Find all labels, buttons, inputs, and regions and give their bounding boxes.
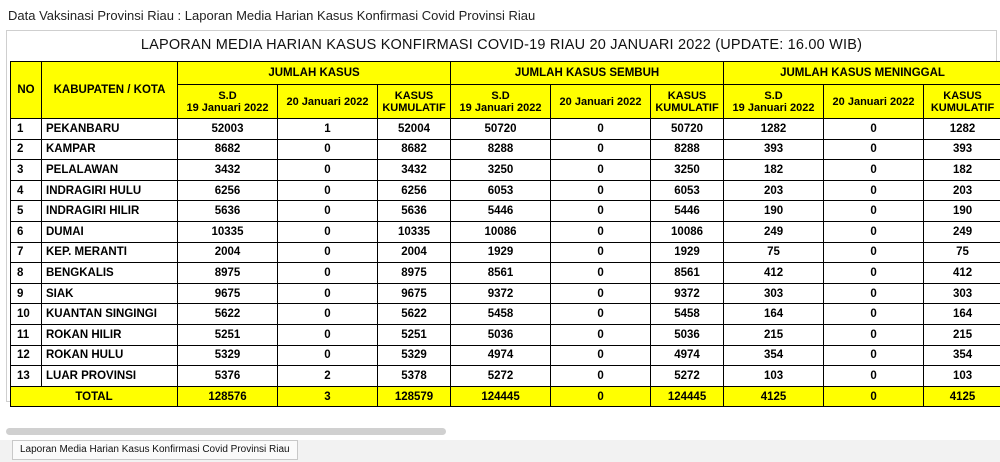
header-no: NO — [11, 62, 42, 119]
value-cell: 0 — [551, 139, 651, 160]
table-row — [11, 242, 1000, 263]
value-cell: 354 — [924, 345, 1000, 366]
value-cell: 182 — [724, 160, 824, 181]
value-cell: 4974 — [651, 345, 724, 366]
total-value-cell: 3 — [278, 386, 378, 407]
header-line2: 20 Januari 2022 — [286, 95, 369, 108]
value-cell: 2 — [278, 366, 378, 387]
value-cell: 164 — [724, 304, 824, 325]
row-number: 8 — [11, 263, 42, 284]
report-title: LAPORAN MEDIA HARIAN KASUS KONFIRMASI COVID-19 RIAU 20 JANUARI 2022 (UPDATE: 16.00 WIB) — [140, 37, 863, 53]
row-number: 10 — [11, 304, 42, 325]
value-cell: 393 — [724, 139, 824, 160]
value-cell: 0 — [551, 119, 651, 140]
value-cell: 0 — [278, 345, 378, 366]
total-label: TOTAL — [11, 386, 178, 407]
value-cell: 10086 — [451, 221, 551, 242]
row-number: 4 — [11, 180, 42, 201]
header-line2: 20 Januari 2022 — [832, 95, 915, 108]
value-cell: 5329 — [378, 345, 451, 366]
value-cell: 0 — [551, 304, 651, 325]
report-table — [10, 61, 1000, 407]
region-name: SIAK — [42, 283, 178, 304]
value-cell: 0 — [551, 221, 651, 242]
row-number: 1 — [11, 119, 42, 140]
value-cell: 249 — [924, 221, 1000, 242]
value-cell: 5458 — [651, 304, 724, 325]
total-row — [11, 386, 1000, 407]
value-cell: 0 — [551, 160, 651, 181]
value-cell: 0 — [551, 345, 651, 366]
value-cell: 249 — [724, 221, 824, 242]
table-row — [11, 263, 1000, 284]
value-cell: 0 — [551, 324, 651, 345]
header-sd — [178, 85, 278, 119]
value-cell: 0 — [824, 201, 924, 222]
value-cell: 9372 — [651, 283, 724, 304]
value-cell: 0 — [278, 139, 378, 160]
value-cell: 1929 — [451, 242, 551, 263]
value-cell: 0 — [824, 221, 924, 242]
value-cell: 412 — [924, 263, 1000, 284]
value-cell: 8288 — [651, 139, 724, 160]
header-today — [551, 85, 651, 119]
value-cell: 6053 — [651, 180, 724, 201]
total-value-cell: 128576 — [178, 386, 278, 407]
value-cell: 0 — [824, 324, 924, 345]
value-cell: 10086 — [651, 221, 724, 242]
value-cell: 5376 — [178, 366, 278, 387]
region-name: KUANTAN SINGINGI — [42, 304, 178, 325]
header-line2: KUMULATIF — [930, 101, 995, 114]
value-cell: 182 — [924, 160, 1000, 181]
horizontal-scrollbar[interactable] — [6, 428, 446, 435]
header-line1: S.D — [218, 89, 237, 102]
value-cell: 6053 — [451, 180, 551, 201]
total-value-cell: 4125 — [924, 386, 1000, 407]
value-cell: 412 — [724, 263, 824, 284]
value-cell: 0 — [278, 160, 378, 181]
value-cell: 0 — [824, 304, 924, 325]
value-cell: 0 — [278, 201, 378, 222]
region-name: PELALAWAN — [42, 160, 178, 181]
value-cell: 190 — [724, 201, 824, 222]
value-cell: 4974 — [451, 345, 551, 366]
value-cell: 5446 — [451, 201, 551, 222]
value-cell: 0 — [551, 242, 651, 263]
value-cell: 0 — [278, 304, 378, 325]
value-cell: 5329 — [178, 345, 278, 366]
header-cumulative — [924, 85, 1000, 119]
value-cell: 1282 — [724, 119, 824, 140]
row-number: 11 — [11, 324, 42, 345]
value-cell: 0 — [551, 366, 651, 387]
total-value-cell: 4125 — [724, 386, 824, 407]
value-cell: 215 — [924, 324, 1000, 345]
value-cell: 0 — [278, 324, 378, 345]
value-cell: 5272 — [651, 366, 724, 387]
total-value-cell: 124445 — [651, 386, 724, 407]
value-cell: 0 — [824, 242, 924, 263]
value-cell: 190 — [924, 201, 1000, 222]
value-cell: 8975 — [178, 263, 278, 284]
table-row — [11, 221, 1000, 242]
header-line2: 19 Januari 2022 — [459, 101, 542, 114]
value-cell: 0 — [278, 180, 378, 201]
value-cell: 3432 — [178, 160, 278, 181]
total-value-cell: 128579 — [378, 386, 451, 407]
value-cell: 0 — [824, 345, 924, 366]
region-name: INDRAGIRI HULU — [42, 180, 178, 201]
value-cell: 303 — [724, 283, 824, 304]
value-cell: 5458 — [451, 304, 551, 325]
value-cell: 10335 — [178, 221, 278, 242]
value-cell: 203 — [724, 180, 824, 201]
value-cell: 6256 — [178, 180, 278, 201]
report-frame — [6, 30, 997, 402]
value-cell: 164 — [924, 304, 1000, 325]
value-cell: 203 — [924, 180, 1000, 201]
value-cell: 303 — [924, 283, 1000, 304]
value-cell: 0 — [278, 283, 378, 304]
value-cell: 8288 — [451, 139, 551, 160]
row-number: 9 — [11, 283, 42, 304]
header-line2: KUMULATIF — [655, 101, 719, 114]
region-name: KEP. MERANTI — [42, 242, 178, 263]
value-cell: 75 — [724, 242, 824, 263]
value-cell: 0 — [551, 201, 651, 222]
value-cell: 0 — [824, 283, 924, 304]
value-cell: 52003 — [178, 119, 278, 140]
value-cell: 5636 — [378, 201, 451, 222]
row-number: 13 — [11, 366, 42, 387]
header-line2: KUMULATIF — [382, 101, 446, 114]
value-cell: 1929 — [651, 242, 724, 263]
header-group-deaths: JUMLAH KASUS MENINGGAL — [724, 62, 1000, 85]
value-cell: 52004 — [378, 119, 451, 140]
sheet-tab[interactable]: Laporan Media Harian Kasus Konfirmasi Covid Provinsi Riau — [12, 440, 298, 460]
region-name: BENGKALIS — [42, 263, 178, 284]
value-cell: 0 — [278, 221, 378, 242]
region-name: ROKAN HULU — [42, 345, 178, 366]
table-header — [11, 62, 1000, 119]
page-heading: Data Vaksinasi Provinsi Riau : Laporan Media Harian Kasus Konfirmasi Covid Provinsi Riau — [8, 8, 536, 23]
value-cell: 5251 — [378, 324, 451, 345]
value-cell: 0 — [551, 263, 651, 284]
value-cell: 8561 — [451, 263, 551, 284]
value-cell: 3432 — [378, 160, 451, 181]
header-group-cases: JUMLAH KASUS — [178, 62, 451, 85]
value-cell: 5446 — [651, 201, 724, 222]
value-cell: 5251 — [178, 324, 278, 345]
total-value-cell: 0 — [551, 386, 651, 407]
row-number: 7 — [11, 242, 42, 263]
header-today — [278, 85, 378, 119]
row-number: 6 — [11, 221, 42, 242]
region-name: PEKANBARU — [42, 119, 178, 140]
value-cell: 0 — [824, 180, 924, 201]
header-line1: KASUS — [667, 89, 707, 102]
value-cell: 0 — [824, 366, 924, 387]
value-cell: 103 — [924, 366, 1000, 387]
value-cell: 5622 — [178, 304, 278, 325]
header-line2: 19 Januari 2022 — [732, 101, 815, 114]
header-line1: S.D — [491, 89, 510, 102]
table-row — [11, 345, 1000, 366]
value-cell: 0 — [278, 242, 378, 263]
value-cell: 9372 — [451, 283, 551, 304]
header-today — [824, 85, 924, 119]
value-cell: 0 — [824, 139, 924, 160]
total-value-cell: 0 — [824, 386, 924, 407]
region-name: KAMPAR — [42, 139, 178, 160]
table-row — [11, 180, 1000, 201]
value-cell: 5378 — [378, 366, 451, 387]
value-cell: 9675 — [378, 283, 451, 304]
table-body — [11, 119, 1000, 407]
value-cell: 50720 — [451, 119, 551, 140]
header-cumulative — [651, 85, 724, 119]
value-cell: 8975 — [378, 263, 451, 284]
value-cell: 1 — [278, 119, 378, 140]
value-cell: 5036 — [451, 324, 551, 345]
header-group-recovered: JUMLAH KASUS SEMBUH — [451, 62, 724, 85]
value-cell: 8561 — [651, 263, 724, 284]
header-line1: KASUS — [394, 89, 434, 102]
row-number: 3 — [11, 160, 42, 181]
value-cell: 393 — [924, 139, 1000, 160]
value-cell: 0 — [551, 180, 651, 201]
table-row — [11, 283, 1000, 304]
header-line1: KASUS — [943, 89, 982, 102]
header-line2: 19 Januari 2022 — [186, 101, 269, 114]
table-row — [11, 119, 1000, 140]
value-cell: 3250 — [651, 160, 724, 181]
header-line2: 20 Januari 2022 — [559, 95, 642, 108]
header-line1: S.D — [764, 89, 783, 102]
value-cell: 75 — [924, 242, 1000, 263]
value-cell: 50720 — [651, 119, 724, 140]
value-cell: 5272 — [451, 366, 551, 387]
total-value-cell: 124445 — [451, 386, 551, 407]
value-cell: 0 — [824, 263, 924, 284]
value-cell: 5636 — [178, 201, 278, 222]
row-number: 12 — [11, 345, 42, 366]
value-cell: 3250 — [451, 160, 551, 181]
table-row — [11, 366, 1000, 387]
table-row — [11, 139, 1000, 160]
header-cumulative — [378, 85, 451, 119]
region-name: INDRAGIRI HILIR — [42, 201, 178, 222]
value-cell: 2004 — [178, 242, 278, 263]
row-number: 5 — [11, 201, 42, 222]
value-cell: 2004 — [378, 242, 451, 263]
value-cell: 354 — [724, 345, 824, 366]
header-region: KABUPATEN / KOTA — [42, 62, 178, 119]
value-cell: 5036 — [651, 324, 724, 345]
value-cell: 10335 — [378, 221, 451, 242]
value-cell: 0 — [824, 160, 924, 181]
value-cell: 6256 — [378, 180, 451, 201]
value-cell: 5622 — [378, 304, 451, 325]
table-row — [11, 160, 1000, 181]
region-name: ROKAN HILIR — [42, 324, 178, 345]
row-number: 2 — [11, 139, 42, 160]
value-cell: 103 — [724, 366, 824, 387]
value-cell: 0 — [551, 283, 651, 304]
value-cell: 8682 — [178, 139, 278, 160]
header-sd — [724, 85, 824, 119]
value-cell: 215 — [724, 324, 824, 345]
header-sd — [451, 85, 551, 119]
region-name: DUMAI — [42, 221, 178, 242]
table-row — [11, 324, 1000, 345]
value-cell: 9675 — [178, 283, 278, 304]
value-cell: 8682 — [378, 139, 451, 160]
table-row — [11, 201, 1000, 222]
value-cell: 1282 — [924, 119, 1000, 140]
table-row — [11, 304, 1000, 325]
value-cell: 0 — [278, 263, 378, 284]
value-cell: 0 — [824, 119, 924, 140]
region-name: LUAR PROVINSI — [42, 366, 178, 387]
